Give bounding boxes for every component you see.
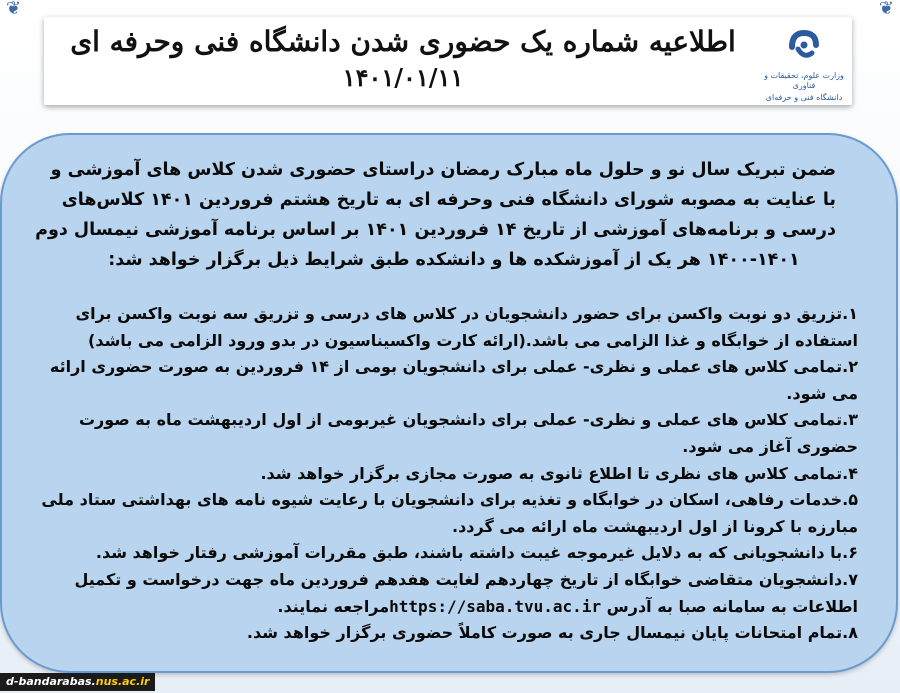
item-line: ۲.تمامی کلاس های عملی و نظری- عملی برای دانشجویان بومی از ۱۴ فروردین به صورت حضوری ارائه bbox=[49, 357, 858, 377]
item-line: ۴.تمامی کلاس های نظری تا اطلاع ثانوی به صورت مجازی برگزار خواهد شد. bbox=[260, 463, 858, 483]
item-line bbox=[40, 594, 858, 621]
intro-line: ۱۴۰۰-۱۴۰۱ هر یک از آموزشکده ها و دانشکده طبق شرایط ذیل برگزار خواهد شد: bbox=[108, 250, 800, 270]
condition-item-1 bbox=[40, 301, 858, 354]
saba-url-link[interactable]: https://saba.tvu.ac.ir bbox=[389, 596, 602, 616]
condition-item-3 bbox=[40, 407, 858, 460]
condition-item-7 bbox=[40, 567, 858, 620]
watermark-prefix: d-bandarabas. bbox=[6, 675, 96, 688]
condition-item-6 bbox=[40, 540, 858, 567]
notice-title: اطلاعیه شماره یک حضوری شدن دانشگاه فنی وحرفه ای bbox=[70, 25, 736, 58]
item-text-after-url: مراجعه نمایند. bbox=[277, 596, 390, 616]
intro-line: درسی و برنامه‌های آموزشی از تاریخ ۱۴ فروردین ۱۴۰۱ بر اساس برنامه آموزشی نیمسال دوم bbox=[35, 220, 836, 240]
item-line: ۷.دانشجویان متقاضی خوابگاه از تاریخ چهاردهم لغایت هفدهم فروردین ماه جهت درخواست و تکمیل bbox=[74, 569, 858, 589]
notice-body-card bbox=[0, 133, 898, 673]
item-line: ۳.تمامی کلاس های عملی و نظری- عملی برای دانشجویان غیربومی از اول اردیبهشت ماه به صورت bbox=[78, 410, 858, 430]
left-corner-ornament: ❦ bbox=[6, 0, 22, 19]
item-line: ۱.تزریق دو نوبت واکسن برای حضور دانشجویان در کلاس های درسی و تزریق سه نوبت واکسن برای bbox=[75, 304, 858, 323]
item-text-before-url: اطلاعات به سامانه صبا به آدرس bbox=[601, 596, 858, 616]
university-logo-icon bbox=[784, 25, 824, 65]
condition-item-5 bbox=[40, 487, 858, 540]
item-line: ۵.خدمات رفاهی، اسکان در خوابگاه و تغذیه برای دانشجویان با رعایت شیوه نامه های بهداشتی ستاد ملی bbox=[41, 490, 858, 510]
source-watermark bbox=[0, 673, 155, 691]
item-line: ۶.با دانشجویانی که به دلایل غیرموجه غیبت داشته باشند، طبق مقررات آموزشی رفتار خواهد شد. bbox=[95, 543, 858, 563]
notice-date: ۱۴۰۱/۰۱/۱۱ bbox=[342, 63, 464, 92]
logo-text-ministry: وزارت علوم، تحقیقات و فناوری bbox=[764, 71, 844, 90]
conditions-list bbox=[40, 301, 858, 647]
intro-line: ضمن تبریک سال نو و حلول ماه مبارک رمضان دراستای حضوری شدن کلاس های آموزشی و bbox=[50, 160, 836, 180]
right-corner-ornament: ❦ bbox=[878, 0, 894, 19]
logo-text-university: دانشگاه فنی و حرفه‌ای bbox=[765, 93, 843, 102]
university-logo bbox=[764, 25, 844, 102]
intro-paragraph bbox=[35, 155, 836, 275]
watermark-domain: nus.ac.ir bbox=[95, 675, 150, 688]
condition-item-4 bbox=[40, 461, 858, 488]
item-line: حضوری آغاز می شود. bbox=[682, 436, 858, 456]
item-line: مبارزه با کرونا از اول اردیبهشت ماه ارائه می گردد. bbox=[451, 516, 858, 536]
intro-line: با عنایت به مصوبه شورای دانشگاه فنی وحرفه ای به تاریخ هشتم فروردین ۱۴۰۱ کلاس‌های bbox=[61, 190, 836, 210]
item-line: استفاده از خوابگاه و غذا الزامی می باشد.(ارائه کارت واکسیناسیون در بدو ورود الزامی می باشد) bbox=[88, 330, 858, 350]
condition-item-8 bbox=[40, 620, 858, 647]
item-line: می شود. bbox=[786, 383, 858, 403]
header-card bbox=[44, 17, 852, 105]
item-line: ۸.تمام امتحانات پایان نیمسال جاری به صورت کاملاً حضوری برگزار خواهد شد. bbox=[246, 623, 858, 643]
condition-item-2 bbox=[40, 354, 858, 407]
